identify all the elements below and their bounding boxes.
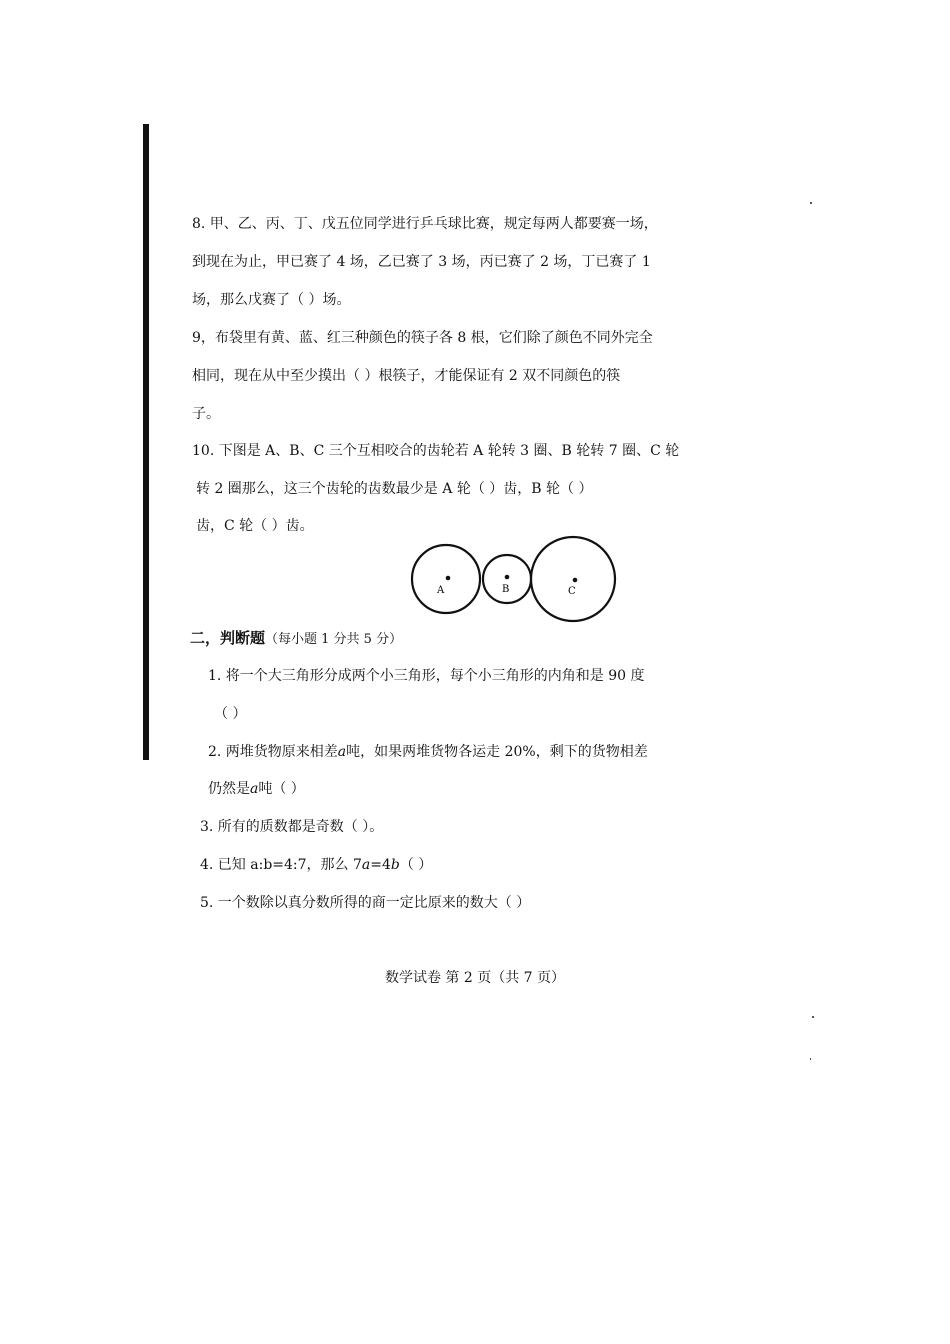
judge-item-1-blank: （ ） <box>214 706 247 722</box>
gear-c-label: C <box>568 586 576 597</box>
gear-b-label: B <box>502 584 510 595</box>
scan-margin-bar <box>143 124 149 760</box>
gear-c-center <box>573 578 578 583</box>
q9-line3: 子。 <box>192 406 220 422</box>
judge-item-1-line1: 1. 将一个大三角形分成两个小三角形，每个小三角形的内角和是 90 度 <box>208 668 645 684</box>
q8-line3: 场，那么戊赛了（ ）场。 <box>192 292 351 308</box>
judge-item-3: 3. 所有的质数都是奇数（ ）。 <box>200 819 384 835</box>
gear-b-center <box>505 575 510 580</box>
q10-line1: 10. 下图是 A、B、C 三个互相咬合的齿轮若 A 轮转 3 圈、B 轮转 7 圈、C 轮 <box>192 443 680 459</box>
scan-speck <box>810 202 812 204</box>
gears-diagram <box>405 532 621 628</box>
q8-line1: 8. 甲、乙、丙、丁、戊五位同学进行乒乓球比赛，规定每两人都要赛一场， <box>192 216 658 232</box>
judge-item-2-line1: 2. 两堆货物原来相差𝑎吨，如果两堆货物各运走 20%，剩下的货物相差 <box>208 744 648 760</box>
gear-a-label: A <box>437 585 445 596</box>
judge-item-5: 5. 一个数除以真分数所得的商一定比原来的数大（ ） <box>200 895 531 911</box>
scan-speck <box>812 1016 814 1018</box>
q10-line2: 转 2 圈那么，这三个齿轮的齿数最少是 A 轮（ ）齿，B 轮（ ） <box>196 481 593 497</box>
judge-item-4: 4. 已知 a:b=4:7，那么 7𝑎=4𝑏（ ） <box>200 857 433 873</box>
q9-line2: 相同，现在从中至少摸出（ ）根筷子，才能保证有 2 双不同颜色的筷 <box>192 368 621 384</box>
section2-note: （每小题 1 分共 5 分） <box>265 632 403 647</box>
page-footer: 数学试卷 第 2 页（共 7 页） <box>384 970 566 986</box>
section2-heading <box>190 628 402 650</box>
q9-line1: 9，布袋里有黄、蓝、红三种颜色的筷子各 8 根，它们除了颜色不同外完全 <box>192 330 653 346</box>
judge-item-2-line2: 仍然是𝑎吨（ ） <box>208 781 305 797</box>
gear-a-center <box>446 576 451 581</box>
scan-speck <box>810 1058 811 1060</box>
q8-line2: 到现在为止，甲已赛了 4 场，乙已赛了 3 场，丙已赛了 2 场，丁已赛了 1 <box>192 254 651 270</box>
section2-title: 二，判断题 <box>190 629 266 647</box>
q10-line3: 齿，C 轮（ ）齿。 <box>196 518 314 534</box>
